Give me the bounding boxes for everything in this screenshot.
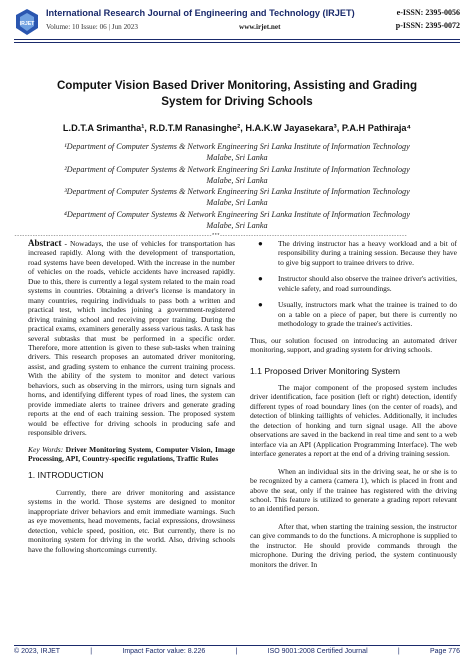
abstract-text: Nowadays, the use of vehicles for transportation has increased rapidly. Along with the development of transportation, road systems have been developed. With the increase in the number of vehicles on the roads, vehicle accidents have increased rapidly. Due to this, there is currently a legal system related to the main road systems in countries. Obtaining a driver's license is mandatory in many countries, requiring individuals to pass both a written and practical test, which includes joining a government-registered driving training school and receiving proper training. During the practical exams, examiners generally assess various tasks. A task has several subtasks that must be performed in a specific order. Therefore, more attention is given to these sub-tasks when training drivers. This research proposes an automated driver monitoring, assist, and grading system to enhance the current training process. With the ability of the system to monitor and detect various behaviors, such as observing in the mirrors, using turn signals and horns, and identifying different types of road lines, the system can provide immediate alerts to trainee drivers and generate grading reports at the end of each training session. The proposed system would be effective for driving schools in producing safe and responsible drivers. xyxy=(28,239,235,438)
logo-text: IRJET xyxy=(19,21,35,27)
affiliation-3: ³Department of Computer Systems & Network Engineering Sri Lanka Institute of Information Technology Malabe, Sri Lanka xyxy=(64,187,410,208)
footer-divider xyxy=(14,645,460,646)
p-issn: p-ISSN: 2395-0072 xyxy=(395,21,460,30)
abstract-label: Abstract xyxy=(28,238,62,248)
affiliation-4: ⁴Department of Computer Systems & Network Engineering Sri Lanka Institute of Information Technology Malabe, Sri Lanka xyxy=(64,209,410,231)
abstract: Abstract - Nowadays, the use of vehicles for transportation has increased rapidly. Along with the development of transportation, road systems have been developed. With the increase in the number of vehicles on the roads, vehicle accidents have increased rapidly. Due to this, there is currently a legal system related to the main road systems in countries. Obtaining a driver's license is mandatory in many countries, requiring individuals to pass both a written and practical test, which includes joining a government-registered driving training school and receiving proper training. During the practical exams, examiners generally assess various tasks. A task has several subtasks that must be performed in a specific order. Therefore, more attention is given to these sub-tasks when training drivers. This research proposes an automated driver monitoring, assist, and grading system to enhance the current training process. With the ability of the system to monitor and detect various behaviors, such as observing in the mirrors, using turn signals and horns, and identifying different types of road lines, the system can provide immediate alerts to trainee drivers and generate grading reports at the end of each training session. The proposed system would be effective for driving schools in producing safe and responsible drivers. xyxy=(28,238,235,438)
page-footer: © 2023, IRJET | Impact Factor value: 8.226 | ISO 9001:2008 Certified Journal | Page 776 xyxy=(14,648,460,655)
summary-paragraph: Thus, our solution focused on introducing an automated driver monitoring, support, and grading system for driving schools. xyxy=(250,335,457,355)
body-paragraph: When an individual sits in the driving seat, he or she is to be recognized by a camera (camera 1), which is placed in front and above the seat, only if the trainee has registered with the driving school. This feature is utilized to generate a grading report relevant to an identified person. xyxy=(250,466,457,514)
list-item: ● Usually, instructors mark what the trainee is trained to do on a table on a piece of paper, but there is currently no methodology to grade the trainee's activities. xyxy=(258,300,457,329)
section-1-1-heading: 1.1 Proposed Driver Monitoring System xyxy=(250,365,400,376)
keywords xyxy=(28,445,235,464)
list-item: ● Instructor should also observe the trainee driver's activities, vehicle safety, and road surroundings. xyxy=(258,274,457,293)
affiliations xyxy=(20,141,454,231)
iso-certification: ISO 9001:2008 Certified Journal xyxy=(267,648,368,655)
title-line-1: Computer Vision Based Driver Monitoring, Assisting and Grading xyxy=(56,79,418,92)
impact-factor: Impact Factor value: 8.226 xyxy=(122,648,206,655)
title-line-2: System for Driving Schools xyxy=(161,95,313,108)
bullet-icon: ● xyxy=(258,239,263,248)
left-column xyxy=(28,239,235,554)
paper-title xyxy=(20,78,454,110)
intro-paragraph: Currently, there are driver monitoring and assistance systems in the world. Those systems are designed to monitor inappropriate driver behaviors and emit immediate warnings. Such as eye movements, head movements, facial expressions, drowsiness detection, vehicle speed, position, etc. But currently, there is no monitoring system for driving in the world. Also, driving schools have the following shortcomings currently. xyxy=(28,487,235,554)
intro-heading: 1. INTRODUCTION xyxy=(28,470,104,481)
header-divider-thin xyxy=(14,42,460,43)
e-issn: e-ISSN: 2395-0056 xyxy=(396,8,460,17)
affiliation-1: ¹Department of Computer Systems & Network Engineering Sri Lanka Institute of Information Technology Malabe, Sri Lanka xyxy=(64,142,410,163)
copyright: © 2023, IRJET xyxy=(14,648,61,655)
section-separator: ----------------------------------------------------------------------------***------------------------------------------------------------------------ xyxy=(14,233,407,239)
journal-header xyxy=(14,6,460,38)
list-item: ● The driving instructor has a heavy workload and a bit of responsibility during a training session. Because they have to give big support to trainee drivers to drive. xyxy=(258,239,457,267)
bullet-icon: ● xyxy=(258,300,263,310)
bullet-icon: ● xyxy=(258,274,263,284)
page-number: Page 776 xyxy=(430,648,460,655)
journal-name: International Research Journal of Engineering and Technology (IRJET) xyxy=(46,8,355,18)
journal-website[interactable]: www.irjet.net xyxy=(239,23,281,31)
volume-issue: Volume: 10 Issue: 06 | Jun 2023 xyxy=(46,23,138,31)
body-paragraph: After that, when starting the training session, the instructor can give commands to do the functions. A microphone is supplied to the instructor. He should provide commands through the microphone. During the driving period, the system continuously monitors the driver. In xyxy=(250,521,457,569)
body-paragraph: The major component of the proposed system includes driver identification, face position (left or right) detection, identify different types of road boundary lines (on the center of roads), and detection of blinking taillights of vehicles. Additionally, it includes the detection of honking and turn signal usage. All the above observations are saved in the backend in real time and sent to a web interface via an API (Application Programming Interface). The web interface generates a report at the end of a driving training session. xyxy=(250,382,457,459)
affiliation-2: ²Department of Computer Systems & Network Engineering Sri Lanka Institute of Information Technology Malabe, Sri Lanka xyxy=(64,164,410,185)
right-column xyxy=(250,239,457,569)
header-divider xyxy=(14,39,460,40)
irjet-logo-icon xyxy=(14,8,40,36)
keywords-label: Key Words: xyxy=(28,444,64,454)
keywords-text: Driver Monitoring System, Computer Vision, Image Processing, API, Country-specific regulations, Traffic Rules xyxy=(28,444,236,463)
author-list: L.D.T.A Srimantha¹, R.D.T.M Ranasinghe², H.A.K.W Jayasekara³, P.A.H Pathiraja⁴ xyxy=(62,123,412,133)
